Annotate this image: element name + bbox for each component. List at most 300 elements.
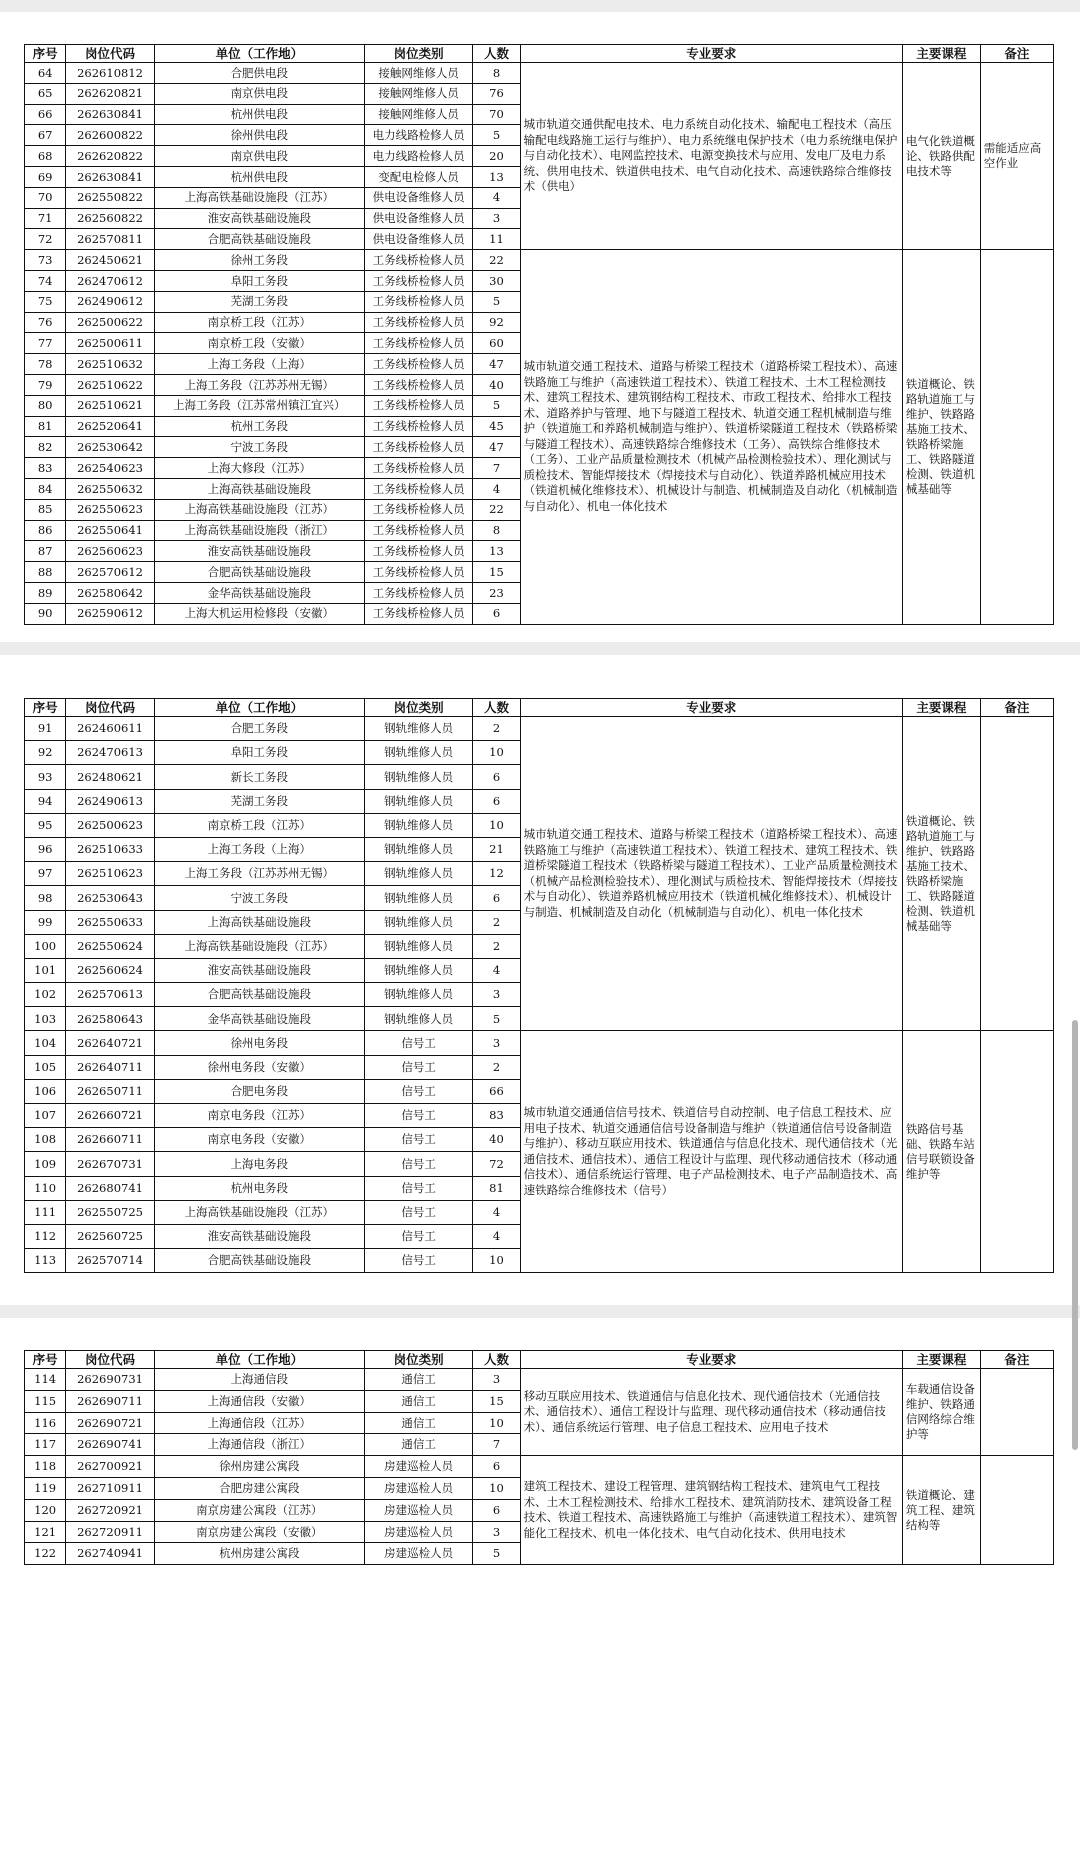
- category-cell: 信号工: [364, 1224, 473, 1248]
- table-row: [25, 1369, 1054, 1391]
- unit-cell: 上海高铁基础设施段（江苏）: [154, 187, 364, 208]
- unit-cell: 上海通信段（江苏）: [154, 1412, 364, 1434]
- count-cell: 70: [473, 104, 520, 125]
- category-cell: 钢轨维修人员: [364, 789, 473, 813]
- unit-cell: 合肥供电段: [154, 63, 364, 84]
- category-cell: 工务线桥检修人员: [364, 270, 473, 291]
- header-note: 备注: [980, 45, 1053, 63]
- code-cell: 262570613: [66, 983, 155, 1007]
- table-row: [25, 63, 1054, 84]
- header-note: 备注: [980, 699, 1053, 717]
- category-cell: 工务线桥检修人员: [364, 312, 473, 333]
- unit-cell: 淮安高铁基础设施段: [154, 208, 364, 229]
- code-cell: 262550725: [66, 1200, 155, 1224]
- count-cell: 6: [473, 789, 520, 813]
- unit-cell: 上海通信段: [154, 1369, 364, 1391]
- code-cell: 262500611: [66, 333, 155, 354]
- seq-cell: 103: [25, 1007, 66, 1031]
- seq-cell: 114: [25, 1369, 66, 1391]
- count-cell: 15: [473, 562, 520, 583]
- category-cell: 通信工: [364, 1412, 473, 1434]
- main-courses-cell: 铁道概论、铁路轨道施工与维护、铁路路基施工技术、铁路桥梁施工、铁路隧道检测、铁道机械基础等: [902, 717, 980, 1031]
- header-category: 岗位类别: [364, 45, 473, 63]
- count-cell: 2: [473, 934, 520, 958]
- category-cell: 通信工: [364, 1369, 473, 1391]
- unit-cell: 上海工务段（江苏苏州无锡）: [154, 862, 364, 886]
- unit-cell: 南京桥工段（江苏）: [154, 312, 364, 333]
- code-cell: 262490613: [66, 789, 155, 813]
- seq-cell: 75: [25, 291, 66, 312]
- category-cell: 通信工: [364, 1434, 473, 1456]
- position-table-1: [24, 44, 1054, 625]
- category-cell: 工务线桥检修人员: [364, 478, 473, 499]
- major-requirements-cell: 城市轨道交通工程技术、道路与桥梁工程技术（道路桥梁工程技术）、高速铁路施工与维护（高速铁道工程技术）、铁道工程技术、土木工程检测技术、建筑工程技术、建筑钢结构工程技术、市政工程技术、给排水工程技术、道路养护与管理、地下与隧道工程技术、轨道交通工程机械制造与维护（铁道施工和养路机械制造与维护）、铁道桥梁隧道工程技术（铁路桥梁与隧道工程技术）、高速铁路综合维修技术（工务）、高铁综合维修技术（工务）、工业产品质量检测技术（机械产品检测检验技术）、理化测试与质检技术、智能焊接技术（焊接技术与自动化）、铁道养路机械应用技术（铁道机械化维修技术）、机械设计与制造、机械制造及自动化（机械制造与自动化）、机电一体化技术: [520, 250, 902, 624]
- category-cell: 信号工: [364, 1152, 473, 1176]
- unit-cell: 上海高铁基础设施段: [154, 910, 364, 934]
- category-cell: 钢轨维修人员: [364, 765, 473, 789]
- code-cell: 262490612: [66, 291, 155, 312]
- code-cell: 262560725: [66, 1224, 155, 1248]
- unit-cell: 南京房建公寓段（江苏）: [154, 1499, 364, 1521]
- category-cell: 房建巡检人员: [364, 1456, 473, 1478]
- code-cell: 262510632: [66, 354, 155, 375]
- major-requirements-cell: 城市轨道交通通信信号技术、铁道信号自动控制、电子信息工程技术、应用电子技术、轨道交通通信信号设备制造与维护（铁道通信信号设备制造与维护）、移动互联应用技术、铁道通信与信息化技术、现代通信技术（光通信技术、通信技术）、通信工程设计与监理、现代移动通信技术（移动通信技术）、通信系统运行管理、电子产品检测技术、电子产品制造技术、高速铁路综合维修技术（信号）: [520, 1031, 902, 1273]
- seq-cell: 115: [25, 1390, 66, 1412]
- count-cell: 72: [473, 1152, 520, 1176]
- header-major: 专业要求: [520, 45, 902, 63]
- major-requirements-cell: 城市轨道交通供配电技术、电力系统自动化技术、输配电工程技术（高压输配电线路施工运行与维护）、电力系统继电保护技术（电力系统继电保护与自动化技术）、电网监控技术、电源变换技术与应用、发电厂及电力系统、供用电技术、铁道供电技术、电气自动化技术、高速铁路综合维修技术（供电）: [520, 63, 902, 250]
- seq-cell: 93: [25, 765, 66, 789]
- seq-cell: 106: [25, 1079, 66, 1103]
- count-cell: 5: [473, 291, 520, 312]
- category-cell: 钢轨维修人员: [364, 983, 473, 1007]
- code-cell: 262520641: [66, 416, 155, 437]
- seq-cell: 70: [25, 187, 66, 208]
- code-cell: 262550822: [66, 187, 155, 208]
- code-cell: 262640711: [66, 1055, 155, 1079]
- table-header-row: [25, 1351, 1054, 1369]
- major-requirements-cell: 建筑工程技术、建设工程管理、建筑钢结构工程技术、建筑电气工程技术、土木工程检测技术、给排水工程技术、建筑消防技术、建筑设备工程技术、铁道工程技术、高速铁路施工与维护（高速铁道工程技术）、建筑智能化工程技术、机电一体化技术、电气自动化技术、供用电技术: [520, 1456, 902, 1565]
- count-cell: 7: [473, 458, 520, 479]
- category-cell: 接触网维修人员: [364, 63, 473, 84]
- unit-cell: 徐州房建公寓段: [154, 1456, 364, 1478]
- seq-cell: 94: [25, 789, 66, 813]
- seq-cell: 108: [25, 1128, 66, 1152]
- code-cell: 262570714: [66, 1249, 155, 1273]
- major-requirements-cell: 城市轨道交通工程技术、道路与桥梁工程技术（道路桥梁工程技术）、高速铁路施工与维护（高速铁道工程技术）、铁道工程技术、建筑工程技术、铁道桥梁隧道工程技术（铁路桥梁与隧道工程技术）、工业产品质量检测技术（机械产品检测检验技术）、理化测试与质检技术、智能焊接技术（焊接技术与自动化）、铁道养路机械应用技术（铁道机械化维修技术）、机械设计与制造、机械制造及自动化（机械制造与自动化）、机电一体化技术: [520, 717, 902, 1031]
- seq-cell: 110: [25, 1176, 66, 1200]
- count-cell: 4: [473, 1224, 520, 1248]
- category-cell: 房建巡检人员: [364, 1521, 473, 1543]
- count-cell: 10: [473, 1249, 520, 1273]
- unit-cell: 阜阳工务段: [154, 270, 364, 291]
- code-cell: 262660721: [66, 1104, 155, 1128]
- count-cell: 5: [473, 125, 520, 146]
- category-cell: 钢轨维修人员: [364, 717, 473, 741]
- code-cell: 262710911: [66, 1477, 155, 1499]
- seq-cell: 84: [25, 478, 66, 499]
- count-cell: 40: [473, 1128, 520, 1152]
- seq-cell: 102: [25, 983, 66, 1007]
- category-cell: 工务线桥检修人员: [364, 250, 473, 271]
- category-cell: 供电设备维修人员: [364, 208, 473, 229]
- header-unit: 单位（工作地）: [154, 1351, 364, 1369]
- unit-cell: 合肥工务段: [154, 717, 364, 741]
- remarks-cell: [980, 250, 1053, 624]
- count-cell: 10: [473, 741, 520, 765]
- seq-cell: 107: [25, 1104, 66, 1128]
- count-cell: 3: [473, 1521, 520, 1543]
- unit-cell: 上海高铁基础设施段（浙江）: [154, 520, 364, 541]
- code-cell: 262630841: [66, 104, 155, 125]
- seq-cell: 101: [25, 958, 66, 982]
- unit-cell: 上海工务段（上海）: [154, 837, 364, 861]
- count-cell: 66: [473, 1079, 520, 1103]
- unit-cell: 杭州工务段: [154, 416, 364, 437]
- unit-cell: 合肥高铁基础设施段: [154, 562, 364, 583]
- unit-cell: 上海工务段（江苏常州镇江宜兴）: [154, 395, 364, 416]
- count-cell: 92: [473, 312, 520, 333]
- count-cell: 40: [473, 374, 520, 395]
- seq-cell: 74: [25, 270, 66, 291]
- unit-cell: 上海高铁基础设施段: [154, 478, 364, 499]
- count-cell: 4: [473, 478, 520, 499]
- seq-cell: 112: [25, 1224, 66, 1248]
- unit-cell: 南京桥工段（江苏）: [154, 813, 364, 837]
- category-cell: 工务线桥检修人员: [364, 458, 473, 479]
- header-note: 备注: [980, 1351, 1053, 1369]
- category-cell: 信号工: [364, 1031, 473, 1055]
- header-major: 专业要求: [520, 1351, 902, 1369]
- seq-cell: 96: [25, 837, 66, 861]
- position-table-3: [24, 1350, 1054, 1565]
- unit-cell: 上海通信段（浙江）: [154, 1434, 364, 1456]
- unit-cell: 芜湖工务段: [154, 291, 364, 312]
- code-cell: 262740941: [66, 1543, 155, 1565]
- seq-cell: 116: [25, 1412, 66, 1434]
- category-cell: 房建巡检人员: [364, 1499, 473, 1521]
- category-cell: 信号工: [364, 1128, 473, 1152]
- count-cell: 6: [473, 765, 520, 789]
- category-cell: 供电设备维修人员: [364, 229, 473, 250]
- main-courses-cell: 车载通信设备维护、铁路通信网络综合维护等: [902, 1369, 980, 1456]
- code-cell: 262570811: [66, 229, 155, 250]
- header-category: 岗位类别: [364, 699, 473, 717]
- unit-cell: 淮安高铁基础设施段: [154, 958, 364, 982]
- seq-cell: 78: [25, 354, 66, 375]
- category-cell: 工务线桥检修人员: [364, 395, 473, 416]
- unit-cell: 宁波工务段: [154, 437, 364, 458]
- unit-cell: 新长工务段: [154, 765, 364, 789]
- unit-cell: 徐州电务段（安徽）: [154, 1055, 364, 1079]
- seq-cell: 113: [25, 1249, 66, 1273]
- category-cell: 工务线桥检修人员: [364, 520, 473, 541]
- count-cell: 3: [473, 1031, 520, 1055]
- category-cell: 工务线桥检修人员: [364, 582, 473, 603]
- category-cell: 信号工: [364, 1079, 473, 1103]
- unit-cell: 南京电务段（安徽）: [154, 1128, 364, 1152]
- category-cell: 接触网维修人员: [364, 83, 473, 104]
- main-courses-cell: 铁道概论、建筑工程、建筑结构等: [902, 1456, 980, 1565]
- code-cell: 262510621: [66, 395, 155, 416]
- count-cell: 2: [473, 1055, 520, 1079]
- category-cell: 电力线路检修人员: [364, 146, 473, 167]
- header-code: 岗位代码: [66, 45, 155, 63]
- code-cell: 262600822: [66, 125, 155, 146]
- code-cell: 262550632: [66, 478, 155, 499]
- count-cell: 22: [473, 499, 520, 520]
- count-cell: 13: [473, 541, 520, 562]
- seq-cell: 111: [25, 1200, 66, 1224]
- count-cell: 2: [473, 910, 520, 934]
- seq-cell: 118: [25, 1456, 66, 1478]
- code-cell: 262460611: [66, 717, 155, 741]
- seq-cell: 104: [25, 1031, 66, 1055]
- code-cell: 262560624: [66, 958, 155, 982]
- code-cell: 262680741: [66, 1176, 155, 1200]
- unit-cell: 上海通信段（安徽）: [154, 1390, 364, 1412]
- table-row: [25, 1031, 1054, 1055]
- count-cell: 30: [473, 270, 520, 291]
- unit-cell: 阜阳工务段: [154, 741, 364, 765]
- unit-cell: 杭州房建公寓段: [154, 1543, 364, 1565]
- code-cell: 262590612: [66, 603, 155, 624]
- unit-cell: 淮安高铁基础设施段: [154, 541, 364, 562]
- category-cell: 工务线桥检修人员: [364, 291, 473, 312]
- count-cell: 47: [473, 437, 520, 458]
- code-cell: 262510623: [66, 862, 155, 886]
- seq-cell: 81: [25, 416, 66, 437]
- seq-cell: 64: [25, 63, 66, 84]
- count-cell: 10: [473, 1412, 520, 1434]
- seq-cell: 95: [25, 813, 66, 837]
- count-cell: 7: [473, 1434, 520, 1456]
- seq-cell: 82: [25, 437, 66, 458]
- count-cell: 2: [473, 717, 520, 741]
- unit-cell: 合肥电务段: [154, 1079, 364, 1103]
- unit-cell: 金华高铁基础设施段: [154, 582, 364, 603]
- seq-cell: 92: [25, 741, 66, 765]
- unit-cell: 徐州供电段: [154, 125, 364, 146]
- main-courses-cell: 电气化铁道概论、铁路供配电技术等: [902, 63, 980, 250]
- code-cell: 262640721: [66, 1031, 155, 1055]
- unit-cell: 徐州工务段: [154, 250, 364, 271]
- count-cell: 11: [473, 229, 520, 250]
- seq-cell: 100: [25, 934, 66, 958]
- unit-cell: 杭州供电段: [154, 104, 364, 125]
- unit-cell: 上海高铁基础设施段（江苏）: [154, 499, 364, 520]
- code-cell: 262610812: [66, 63, 155, 84]
- code-cell: 262660711: [66, 1128, 155, 1152]
- count-cell: 81: [473, 1176, 520, 1200]
- code-cell: 262560623: [66, 541, 155, 562]
- code-cell: 262530643: [66, 886, 155, 910]
- seq-cell: 80: [25, 395, 66, 416]
- seq-cell: 68: [25, 146, 66, 167]
- table-header-row: [25, 699, 1054, 717]
- count-cell: 5: [473, 1007, 520, 1031]
- category-cell: 钢轨维修人员: [364, 741, 473, 765]
- category-cell: 钢轨维修人员: [364, 1007, 473, 1031]
- code-cell: 262620821: [66, 83, 155, 104]
- category-cell: 接触网维修人员: [364, 104, 473, 125]
- count-cell: 8: [473, 520, 520, 541]
- unit-cell: 淮安高铁基础设施段: [154, 1224, 364, 1248]
- code-cell: 262570612: [66, 562, 155, 583]
- scrollbar[interactable]: [1072, 1020, 1078, 1450]
- seq-cell: 87: [25, 541, 66, 562]
- count-cell: 21: [473, 837, 520, 861]
- category-cell: 变配电检修人员: [364, 166, 473, 187]
- count-cell: 83: [473, 1104, 520, 1128]
- document-page-3: [0, 1318, 1080, 1860]
- seq-cell: 121: [25, 1521, 66, 1543]
- seq-cell: 91: [25, 717, 66, 741]
- code-cell: 262580642: [66, 582, 155, 603]
- count-cell: 6: [473, 886, 520, 910]
- header-course: 主要课程: [902, 1351, 980, 1369]
- seq-cell: 117: [25, 1434, 66, 1456]
- code-cell: 262540623: [66, 458, 155, 479]
- category-cell: 钢轨维修人员: [364, 934, 473, 958]
- seq-cell: 85: [25, 499, 66, 520]
- count-cell: 3: [473, 1369, 520, 1391]
- table-header-row: [25, 45, 1054, 63]
- count-cell: 5: [473, 1543, 520, 1565]
- main-courses-cell: 铁道概论、铁路轨道施工与维护、铁路路基施工技术、铁路桥梁施工、铁路隧道检测、铁道机械基础等: [902, 250, 980, 624]
- unit-cell: 金华高铁基础设施段: [154, 1007, 364, 1031]
- count-cell: 10: [473, 813, 520, 837]
- position-table-2: [24, 698, 1054, 1273]
- seq-cell: 98: [25, 886, 66, 910]
- category-cell: 工务线桥检修人员: [364, 354, 473, 375]
- seq-cell: 72: [25, 229, 66, 250]
- remarks-cell: [980, 1369, 1053, 1456]
- seq-cell: 65: [25, 83, 66, 104]
- seq-cell: 66: [25, 104, 66, 125]
- code-cell: 262580643: [66, 1007, 155, 1031]
- count-cell: 13: [473, 166, 520, 187]
- code-cell: 262550624: [66, 934, 155, 958]
- unit-cell: 合肥高铁基础设施段: [154, 229, 364, 250]
- unit-cell: 南京供电段: [154, 146, 364, 167]
- remarks-cell: [980, 717, 1053, 1031]
- unit-cell: 上海大机运用检修段（安徽）: [154, 603, 364, 624]
- code-cell: 262650711: [66, 1079, 155, 1103]
- unit-cell: 南京电务段（江苏）: [154, 1104, 364, 1128]
- seq-cell: 77: [25, 333, 66, 354]
- category-cell: 工务线桥检修人员: [364, 333, 473, 354]
- unit-cell: 合肥高铁基础设施段: [154, 983, 364, 1007]
- unit-cell: 上海高铁基础设施段（江苏）: [154, 1200, 364, 1224]
- code-cell: 262550633: [66, 910, 155, 934]
- category-cell: 工务线桥检修人员: [364, 374, 473, 395]
- header-unit: 单位（工作地）: [154, 699, 364, 717]
- category-cell: 钢轨维修人员: [364, 813, 473, 837]
- category-cell: 工务线桥检修人员: [364, 541, 473, 562]
- unit-cell: 上海电务段: [154, 1152, 364, 1176]
- seq-cell: 109: [25, 1152, 66, 1176]
- seq-cell: 88: [25, 562, 66, 583]
- count-cell: 6: [473, 1456, 520, 1478]
- category-cell: 电力线路检修人员: [364, 125, 473, 146]
- category-cell: 钢轨维修人员: [364, 958, 473, 982]
- unit-cell: 徐州电务段: [154, 1031, 364, 1055]
- remarks-cell: 需能适应高空作业: [980, 63, 1053, 250]
- count-cell: 8: [473, 63, 520, 84]
- count-cell: 76: [473, 83, 520, 104]
- header-category: 岗位类别: [364, 1351, 473, 1369]
- main-courses-cell: 铁路信号基础、铁路车站信号联锁设备维护等: [902, 1031, 980, 1273]
- count-cell: 12: [473, 862, 520, 886]
- seq-cell: 120: [25, 1499, 66, 1521]
- table-row: [25, 1456, 1054, 1478]
- code-cell: 262700921: [66, 1456, 155, 1478]
- unit-cell: 南京供电段: [154, 83, 364, 104]
- seq-cell: 69: [25, 166, 66, 187]
- category-cell: 钢轨维修人员: [364, 862, 473, 886]
- unit-cell: 杭州供电段: [154, 166, 364, 187]
- seq-cell: 79: [25, 374, 66, 395]
- count-cell: 20: [473, 146, 520, 167]
- code-cell: 262550641: [66, 520, 155, 541]
- header-seq: 序号: [25, 45, 66, 63]
- header-count: 人数: [473, 699, 520, 717]
- header-code: 岗位代码: [66, 1351, 155, 1369]
- unit-cell: 杭州电务段: [154, 1176, 364, 1200]
- category-cell: 信号工: [364, 1055, 473, 1079]
- major-requirements-cell: 移动互联应用技术、铁道通信与信息化技术、现代通信技术（光通信技术、通信技术）、通信工程设计与监理、现代移动通信技术（移动通信技术）、通信系统运行管理、电子信息工程技术、应用电子技术: [520, 1369, 902, 1456]
- header-major: 专业要求: [520, 699, 902, 717]
- category-cell: 供电设备维修人员: [364, 187, 473, 208]
- seq-cell: 67: [25, 125, 66, 146]
- unit-cell: 上海高铁基础设施段（江苏）: [154, 934, 364, 958]
- category-cell: 信号工: [364, 1200, 473, 1224]
- seq-cell: 89: [25, 582, 66, 603]
- code-cell: 262720921: [66, 1499, 155, 1521]
- count-cell: 10: [473, 1477, 520, 1499]
- seq-cell: 99: [25, 910, 66, 934]
- unit-cell: 上海大修段（江苏）: [154, 458, 364, 479]
- code-cell: 262450621: [66, 250, 155, 271]
- code-cell: 262480621: [66, 765, 155, 789]
- code-cell: 262510622: [66, 374, 155, 395]
- code-cell: 262720911: [66, 1521, 155, 1543]
- code-cell: 262690721: [66, 1412, 155, 1434]
- code-cell: 262500623: [66, 813, 155, 837]
- seq-cell: 119: [25, 1477, 66, 1499]
- code-cell: 262470612: [66, 270, 155, 291]
- category-cell: 信号工: [364, 1176, 473, 1200]
- category-cell: 工务线桥检修人员: [364, 416, 473, 437]
- count-cell: 4: [473, 187, 520, 208]
- category-cell: 钢轨维修人员: [364, 837, 473, 861]
- code-cell: 262560822: [66, 208, 155, 229]
- header-seq: 序号: [25, 1351, 66, 1369]
- header-unit: 单位（工作地）: [154, 45, 364, 63]
- code-cell: 262630841: [66, 166, 155, 187]
- code-cell: 262500622: [66, 312, 155, 333]
- header-count: 人数: [473, 1351, 520, 1369]
- count-cell: 6: [473, 1499, 520, 1521]
- unit-cell: 南京房建公寓段（安徽）: [154, 1521, 364, 1543]
- header-code: 岗位代码: [66, 699, 155, 717]
- code-cell: 262620822: [66, 146, 155, 167]
- count-cell: 60: [473, 333, 520, 354]
- header-count: 人数: [473, 45, 520, 63]
- table-row: [25, 250, 1054, 271]
- category-cell: 钢轨维修人员: [364, 886, 473, 910]
